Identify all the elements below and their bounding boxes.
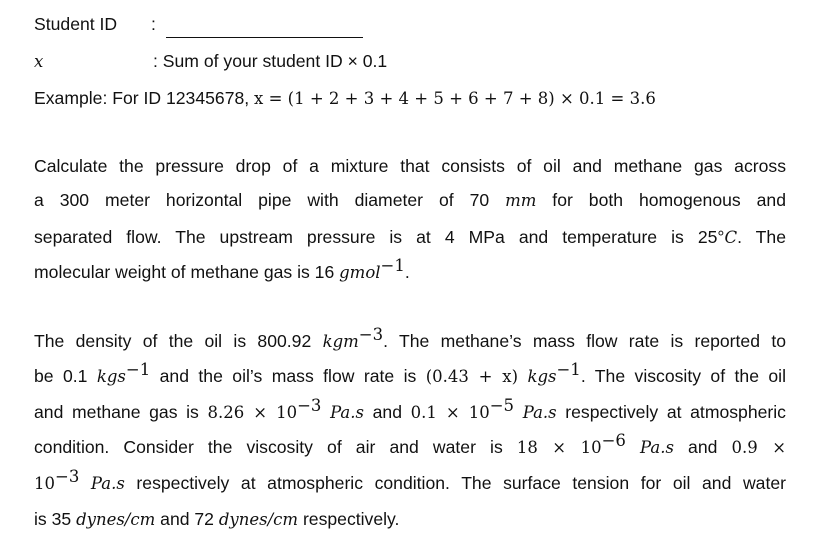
p2-line2-text-c: . The viscosity of the oil	[580, 366, 786, 386]
p2-line4-text-a: condition. Consider the viscosity of air and water is	[34, 437, 517, 457]
p1-line2-text-a: a 300 meter horizontal pipe with diameter of 70	[34, 190, 506, 210]
paragraph2-line6	[34, 509, 399, 530]
p1-line2-unit: mm	[505, 191, 537, 210]
p1-line1-text: Calculate the pressure drop of a mixture that consists of oil and methane gas across	[34, 156, 786, 176]
x-symbol: x	[34, 52, 44, 71]
p1-line3-unit: C	[724, 228, 738, 247]
p2-line3-exponent2: −5	[489, 396, 515, 415]
paragraph2-line3	[34, 396, 786, 423]
p1-line3-text-b: . The	[737, 227, 786, 247]
p2-line4-math1: 18 × 10	[516, 438, 602, 457]
p2-line3-math2: 0.1 × 10	[410, 403, 490, 422]
p2-line2-unit1: kgs	[96, 367, 126, 386]
p1-line4-text: molecular weight of methane gas is 16	[34, 262, 340, 282]
student-id-row	[34, 14, 117, 35]
example-formula: x = (1 + 2 + 3 + 4 + 5 + 6 + 7 + 8) × 0.1 = 3.6	[254, 89, 656, 108]
p2-line4-exponent1: −6	[601, 431, 626, 450]
p2-line3-unit1: Pa.s	[330, 403, 364, 422]
p2-line2-text-b: and the oil’s mass flow rate is	[150, 366, 426, 386]
p2-line2-text-a: be 0.1	[34, 366, 97, 386]
p1-line4-unit: gmol	[339, 263, 381, 282]
p1-line4-period: .	[404, 262, 410, 282]
p2-line5-text: respectively at atmospheric condition. The surface tension for oil and water	[124, 473, 786, 493]
p2-line2-exponent1: −1	[125, 360, 151, 379]
p2-line3-unit2: Pa.s	[522, 403, 557, 422]
p2-line6-text-a: is 35	[34, 509, 77, 529]
p1-line3-text-a: separated flow. The upstream pressure is at 4 MPa and temperature is 25°	[34, 227, 725, 247]
p1-line2-text-b: for both homogenous and	[536, 190, 786, 210]
p2-line3-and: and	[363, 402, 411, 422]
p2-line6-unit1: dynes/cm	[76, 510, 156, 529]
x-symbol-row	[34, 51, 43, 72]
paragraph2-line5	[34, 467, 786, 494]
paragraph1-line4	[34, 256, 410, 283]
p2-line1-text-b: . The methane’s mass flow rate is reported to	[383, 331, 786, 351]
p2-line4-unit1: Pa.s	[640, 438, 674, 457]
example-text: Example: For ID 12345678,	[34, 88, 255, 108]
p2-line5-unit: Pa.s	[90, 474, 125, 493]
p2-line3-text-a: and methane gas is	[34, 402, 208, 422]
p2-line2-math: (0.43 + x)	[425, 367, 519, 386]
p2-line5-math: 10	[34, 474, 55, 493]
p1-line4-exponent: −1	[380, 256, 405, 275]
p2-line1-exponent: −3	[358, 325, 384, 344]
student-id-label: Student ID	[34, 14, 118, 34]
p2-line4-math2: 0.9 ×	[731, 438, 787, 457]
paragraph2-line2	[34, 360, 786, 387]
p2-line6-text-b: respectively.	[298, 509, 400, 529]
paragraph1-line2	[34, 190, 786, 211]
p2-line2-unit2: kgs	[527, 367, 557, 386]
p2-line2-exponent2: −1	[556, 360, 581, 379]
p2-line1-unit: kgm	[322, 332, 359, 351]
student-id-colon: :	[151, 14, 156, 34]
p2-line5-exponent: −3	[55, 467, 80, 486]
paragraph2-line4	[34, 431, 787, 458]
p2-line6-unit2: dynes/cm	[218, 510, 299, 529]
example-line	[34, 88, 656, 109]
paragraph2-line1	[34, 325, 786, 352]
p2-line1-text-a: The density of the oil is 800.92	[34, 331, 323, 351]
p2-line3-exponent1: −3	[297, 396, 322, 415]
x-definition: : Sum of your student ID × 0.1	[153, 51, 388, 71]
p2-line6-and: and 72	[155, 509, 219, 529]
student-id-blank	[166, 37, 363, 38]
p2-line4-and: and	[673, 437, 732, 457]
p2-line3-text-b: respectively at atmospheric	[556, 402, 786, 422]
p2-line3-math1: 8.26 × 10	[207, 403, 298, 422]
paragraph1-line3	[34, 227, 786, 248]
paragraph1-line1	[34, 156, 786, 177]
